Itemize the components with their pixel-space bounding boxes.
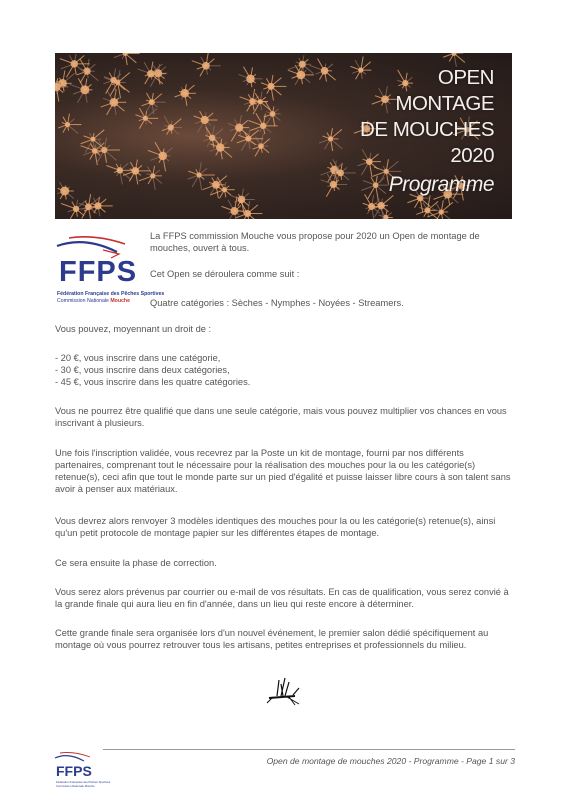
footer-logo-line: Fédération Française des Pêches Sportives [56, 780, 111, 784]
hero-title [360, 65, 494, 198]
ffps-logo [55, 232, 165, 312]
logo-wordmark: FFPS [59, 256, 138, 288]
footer-logo-line: Commission Nationale Mouche [56, 784, 95, 788]
footer-text: Open de montage de mouches 2020 - Programme - Page 1 sur 3 [266, 756, 515, 766]
price-intro: Vous pouvez, moyennant un droit de : [55, 324, 212, 334]
price-item: - 20 €, vous inscrire dans une catégorie, [55, 353, 221, 363]
intro-paragraph: Cet Open se déroulera comme suit : [150, 269, 300, 279]
body-paragraph: Vous ne pourrez être qualifié que dans une seule catégorie, mais vous pouvez multiplier vos chances en vous inscrivant à plusieurs. [55, 406, 507, 428]
price-item: - 30 €, vous inscrire dans deux catégories, [55, 365, 230, 375]
logo-federation: Fédération Française des Pêches Sportives [57, 291, 165, 297]
hero-title-line: DE MOUCHES [360, 118, 494, 141]
hero-title-line: OPEN [437, 66, 494, 89]
hero-title-line: MONTAGE [395, 92, 494, 115]
intro-paragraph: La FFPS commission Mouche vous propose pour 2020 un Open de montage de mouches, ouvert à tous. [150, 231, 480, 253]
hero-subtitle: Programme [388, 173, 494, 196]
body-paragraph: Vous devrez alors renvoyer 3 modèles identiques des mouches pour la ou les catégorie(s) retenue(s), ainsi qu'un petit protocole de montage papier sur les différentes étapes de montage. [55, 516, 496, 538]
footer-logo-wordmark: FFPS [56, 763, 92, 779]
body-paragraph: Cette grande finale sera organisée lors d'un nouvel événement, le premier salon dédié spécifiquement au montage où vous pourrez retrouver tous les artisans, petites entreprises et professionnels du milieu. [55, 628, 489, 650]
hero-title-line: 2020 [450, 144, 494, 167]
footer-logo [54, 750, 111, 790]
price-item: - 45 €, vous inscrire dans les quatre catégories. [55, 377, 251, 387]
body-paragraph: Une fois l'inscription validée, vous recevrez par la Poste un kit de montage, fourni par nos différents partenaires, comprenant tout le nécessaire pour la réalisation des mouches pour la ou les catégorie(s) retenue(s), ceci afin que tout le monde parte sur un pied d'égalité et puisse laisser libre cours à son talent sans avoir à penser aux matériaux. [55, 448, 511, 494]
intro-categories: Quatre catégories : Sèches - Nymphes - Noyées - Streamers. [150, 298, 404, 308]
body-paragraph: Ce sera ensuite la phase de correction. [55, 558, 217, 568]
fly-icon [265, 676, 301, 706]
body-paragraph: Vous serez alors prévenus par courrier ou e-mail de vos résultats. En cas de qualification, vous serez convié à la grande finale qui aura lieu en fin d'année, dans un lieu qui reste encore à déterminer. [55, 587, 509, 609]
footer-divider [103, 749, 515, 750]
hero-banner [55, 53, 512, 219]
logo-commission: Commission Nationale Mouche [57, 298, 130, 304]
